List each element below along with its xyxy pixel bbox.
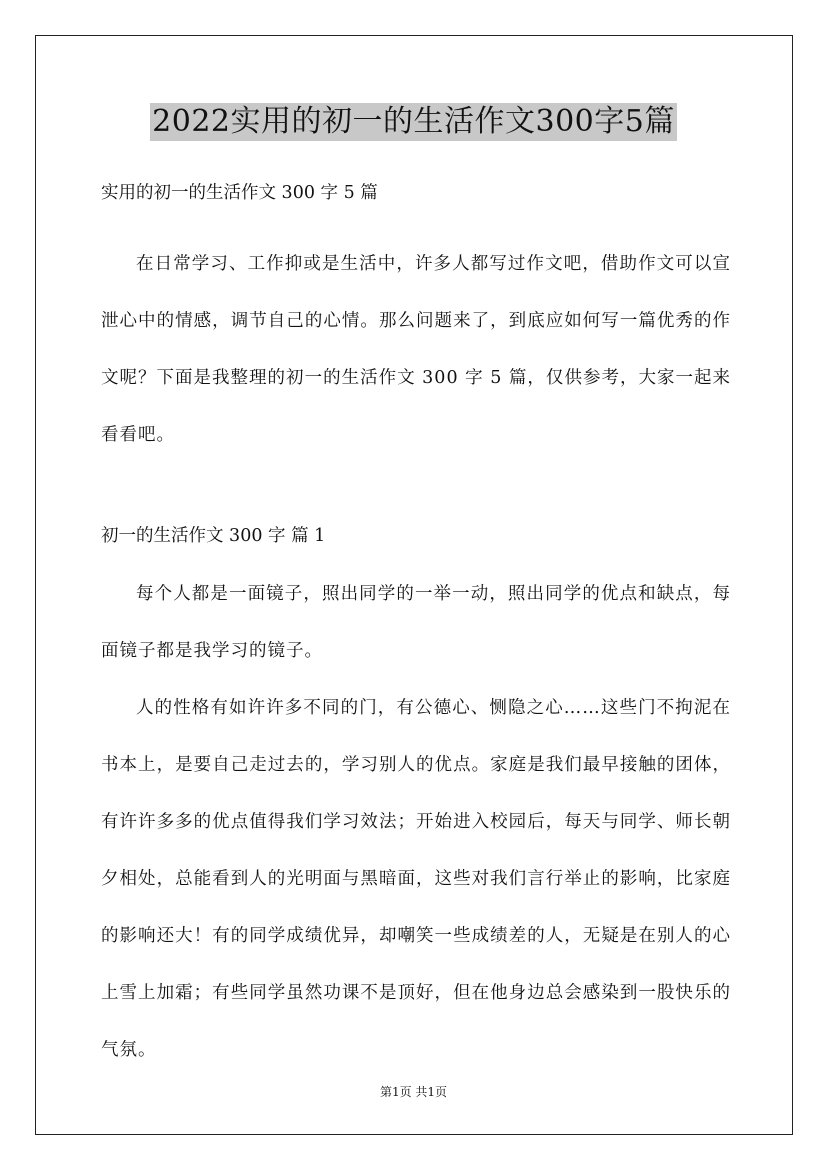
section-title: 初一的生活作文 300 字 篇 1 xyxy=(101,526,326,546)
document-subtitle: 实用的初一的生活作文 300 字 5 篇 xyxy=(101,183,378,203)
body-paragraph: 每个人都是一面镜子，照出同学的一举一动，照出同学的优点和缺点，每面镜子都是我学习的镜子。 xyxy=(101,584,731,661)
page-footer: 第1页 共1页 xyxy=(379,1085,448,1099)
title-container xyxy=(0,103,827,141)
body-paragraph: 人的性格有如许许多不同的门，有公德心、恻隐之心……这些门不拘泥在书本上，是要自己走过去的，学习别人的优点。家庭是我们最早接触的团体，有许许多多的优点值得我们学习效法；开始进入校园后，每天与同学、师长朝夕相处，总能看到人的光明面与黑暗面，这些对我们言行举止的影响，比家庭的影响还大！有的同学成绩优异，却嘲笑一些成绩差的人，无疑是在别人的心上雪上加霜；有些同学虽然功课不是顶好，但在他身边总会感染到一股快乐的气氛。 xyxy=(101,698,731,1060)
document-title: 2022实用的初一的生活作文300字5篇 xyxy=(152,104,675,139)
intro-paragraph: 在日常学习、工作抑或是生活中，许多人都写过作文吧，借助作文可以宣泄心中的情感，调节自己的心情。那么问题来了，到底应如何写一篇优秀的作文呢？下面是我整理的初一的生活作文 300 字 5 篇，仅供参考，大家一起来看看吧。 xyxy=(101,254,731,445)
document-body xyxy=(101,178,731,1079)
